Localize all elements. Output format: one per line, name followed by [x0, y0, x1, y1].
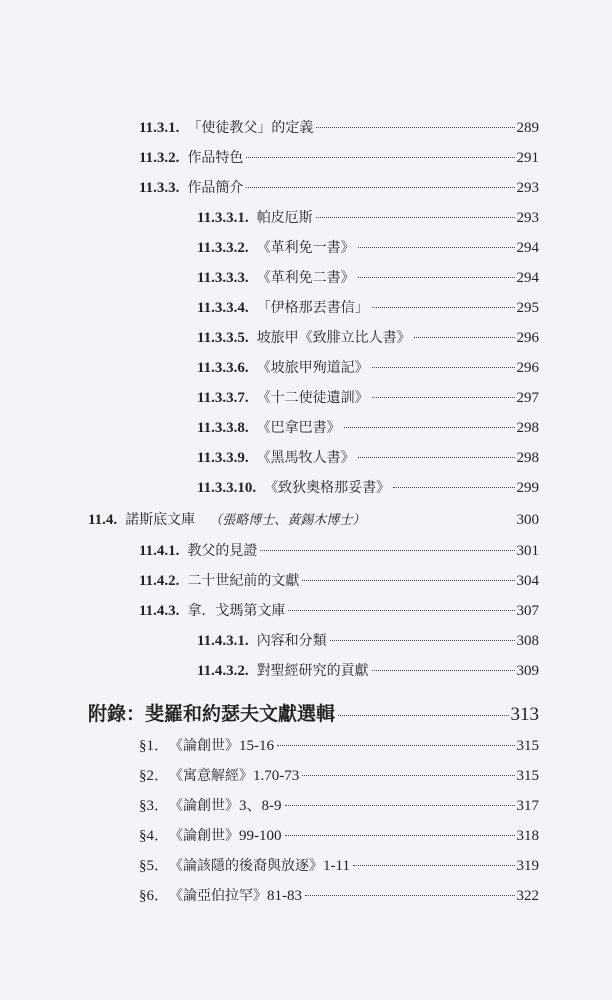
toc-entry-title: 「使徒教父」的定義 — [187, 120, 314, 136]
toc-entry-number: 11.3.3.2. — [197, 240, 249, 256]
section-page: 315 — [516, 768, 539, 784]
dot-leader — [277, 745, 514, 746]
section-number: §6． — [139, 888, 170, 904]
dot-leader — [372, 670, 515, 671]
toc-entry-number: 11.4.3.2. — [197, 663, 249, 679]
dot-leader — [414, 337, 515, 338]
toc-entry — [197, 298, 539, 318]
toc-entry-number: 11.3.3.6. — [197, 360, 249, 376]
toc-entry — [197, 418, 539, 438]
toc-entry-page: 296 — [516, 360, 539, 376]
toc-entry-page: 304 — [516, 573, 539, 589]
toc-entry-title: 《致狄奧格那妥書》 — [264, 480, 391, 496]
toc-entry-number: 11.3.3.5. — [197, 330, 249, 346]
toc-entry-authors: （張略博士、黃錫木博士） — [209, 513, 366, 528]
toc-entry-page: 298 — [516, 420, 539, 436]
toc-entry-page: 298 — [516, 450, 539, 466]
section-range: 99-100 — [239, 828, 282, 844]
appendix-section — [139, 826, 539, 846]
toc-entry — [197, 448, 539, 468]
toc-entry-page: 308 — [516, 633, 539, 649]
toc-entry-number: 11.4.3. — [139, 603, 180, 619]
toc-entry-title: 諾斯底文庫 — [125, 512, 196, 528]
toc-entry-number: 11.4.1. — [139, 543, 180, 559]
toc-entry-title: 二十世紀前的文獻 — [187, 573, 300, 589]
toc-entry-number: 11.3.3.3. — [197, 270, 249, 286]
toc-entry — [197, 238, 539, 258]
section-page: 319 — [516, 858, 539, 874]
section-range: 1-11 — [323, 858, 350, 874]
toc-entry-title: 教父的見證 — [187, 543, 258, 559]
toc-entry-page: 300 — [516, 512, 539, 528]
toc-entry — [139, 541, 539, 561]
toc-entry-number: 11.3.1. — [139, 120, 180, 136]
toc-entry-number: 11.3.3.1. — [197, 210, 249, 226]
section-title: 《論亞伯拉罕》 — [169, 888, 268, 904]
dot-leader — [358, 457, 515, 458]
section-page: 322 — [516, 888, 539, 904]
toc-entry-number: 11.3.3.4. — [197, 300, 249, 316]
toc-entry — [197, 268, 539, 288]
toc-entry-page: 294 — [516, 270, 539, 286]
toc-entry-number: 11.3.3.7. — [197, 390, 249, 406]
toc-entry-title: 「伊格那丟書信」 — [256, 300, 369, 316]
section-title: 《論創世》 — [169, 798, 240, 814]
toc-entry-title: 作品簡介 — [187, 180, 244, 196]
dot-leader — [246, 187, 514, 188]
toc-entry — [139, 571, 539, 591]
section-number: §2． — [139, 768, 170, 784]
toc-entry — [139, 601, 539, 621]
dot-leader — [372, 367, 515, 368]
appendix-section — [139, 886, 539, 906]
dot-leader — [302, 580, 514, 581]
toc-entry-page: 294 — [516, 240, 539, 256]
toc-entry-page: 299 — [516, 480, 539, 496]
toc-entry-title: 內容和分類 — [256, 633, 327, 649]
section-number: §5． — [139, 858, 170, 874]
toc-entry-page: 289 — [516, 120, 539, 136]
section-page: 317 — [516, 798, 539, 814]
toc-entry-number: 11.3.3. — [139, 180, 180, 196]
section-range: 1.70-73 — [253, 768, 300, 784]
toc-entry — [197, 358, 539, 378]
dot-leader — [353, 865, 515, 866]
toc-entry — [197, 661, 539, 681]
toc-entry — [88, 510, 539, 531]
toc-entry-page: 307 — [516, 603, 539, 619]
toc-entry-number: 11.4. — [88, 512, 118, 528]
toc-entry — [197, 328, 539, 348]
section-number: §1． — [139, 738, 170, 754]
section-number: §3． — [139, 798, 170, 814]
section-range: 3、8-9 — [239, 798, 282, 814]
toc-entry-page: 293 — [516, 180, 539, 196]
toc-entry-page: 293 — [516, 210, 539, 226]
dot-leader — [393, 487, 514, 488]
section-page: 315 — [516, 738, 539, 754]
dot-leader — [358, 247, 515, 248]
dot-leader — [288, 610, 514, 611]
appendix-section — [139, 766, 539, 786]
section-title: 《寓意解經》 — [169, 768, 254, 784]
appendix-section — [139, 856, 539, 876]
toc-entry-title: 作品特色 — [187, 150, 244, 166]
appendix-title: 附錄：斐羅和約瑟夫文獻選輯 — [88, 703, 336, 725]
toc-entry-page: 296 — [516, 330, 539, 346]
section-title: 《論創世》 — [169, 738, 240, 754]
section-range: 81-83 — [267, 888, 303, 904]
toc-entry-number: 11.3.3.10. — [197, 480, 257, 496]
section-title: 《論該隱的後裔與放逐》 — [169, 858, 324, 874]
toc-entry-title: 拿．戈瑪第文庫 — [187, 603, 286, 619]
toc-entry-title: 《黑馬牧人書》 — [256, 450, 355, 466]
dot-leader — [372, 397, 515, 398]
section-title: 《論創世》 — [169, 828, 240, 844]
dot-leader — [344, 427, 515, 428]
toc-entry — [197, 388, 539, 408]
toc-entry — [197, 478, 539, 498]
toc-entry-number: 11.4.3.1. — [197, 633, 249, 649]
toc-entry-page: 291 — [516, 150, 539, 166]
toc-entry — [139, 148, 539, 168]
toc-entry-title: 《十二使徒遺訓》 — [256, 390, 369, 406]
appendix-section — [139, 796, 539, 816]
section-range: 15-16 — [239, 738, 275, 754]
dot-leader — [358, 277, 515, 278]
toc-entry-title: 坡旅甲《致腓立比人書》 — [256, 330, 411, 346]
toc-entry-number: 11.3.3.9. — [197, 450, 249, 466]
dot-leader — [305, 895, 514, 896]
dot-leader — [316, 127, 514, 128]
section-page: 318 — [516, 828, 539, 844]
section-number: §4． — [139, 828, 170, 844]
dot-leader — [330, 640, 515, 641]
toc-entry — [139, 178, 539, 198]
dot-leader — [260, 550, 514, 551]
toc-entry-page: 295 — [516, 300, 539, 316]
toc-entry-title: 《坡旅甲殉道記》 — [256, 360, 369, 376]
dot-leader — [372, 307, 515, 308]
dot-leader — [302, 775, 514, 776]
toc-entry-title: 《革利免一書》 — [256, 240, 355, 256]
toc-entry-number: 11.4.2. — [139, 573, 180, 589]
toc-entry — [139, 118, 539, 138]
toc-entry-title: 《革利免二書》 — [256, 270, 355, 286]
appendix-section — [139, 736, 539, 756]
toc-entry-title: 《巴拿巴書》 — [256, 420, 341, 436]
dot-leader — [285, 835, 515, 836]
dot-leader — [338, 715, 508, 716]
toc-entry-title: 帕皮厄斯 — [256, 210, 313, 226]
dot-leader — [316, 217, 515, 218]
toc-entry-number: 11.3.2. — [139, 150, 180, 166]
toc-entry — [197, 631, 539, 651]
toc-entry — [197, 208, 539, 228]
toc-entry-title: 對聖經研究的貢獻 — [256, 663, 369, 679]
toc-entry-page: 309 — [516, 663, 539, 679]
appendix-heading — [88, 701, 539, 728]
toc-entry-number: 11.3.3.8. — [197, 420, 249, 436]
dot-leader — [285, 805, 515, 806]
toc-entry-page: 301 — [516, 543, 539, 559]
dot-leader — [246, 157, 514, 158]
toc-entry-page: 297 — [516, 390, 539, 406]
appendix-page: 313 — [510, 704, 539, 725]
